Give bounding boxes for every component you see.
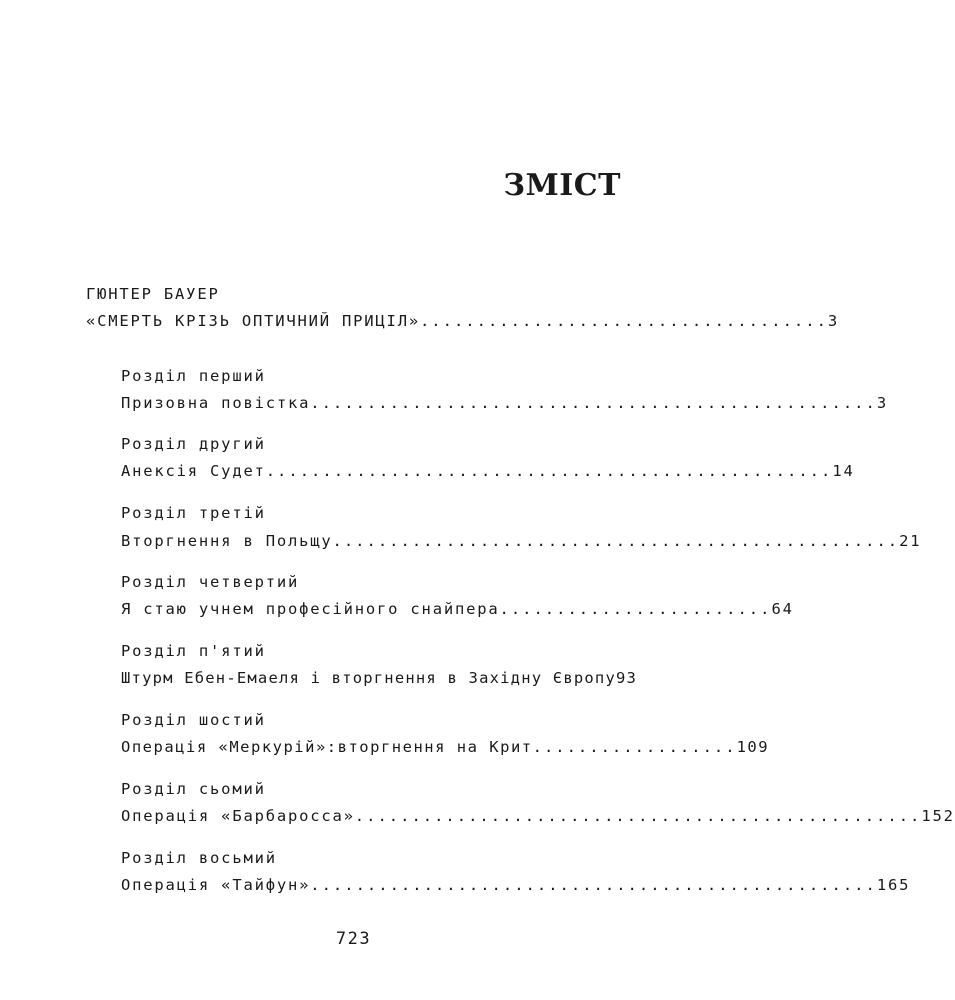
chapter-label: Розділ шостий <box>121 711 266 729</box>
leader-dots: .................................................. <box>310 394 877 412</box>
chapter-entry <box>121 737 770 757</box>
chapter-label: Розділ третій <box>121 504 266 522</box>
chapter-entry <box>121 875 911 895</box>
chapter-label: Розділ сьомий <box>121 780 266 798</box>
chapter-label: Розділ восьмий <box>121 849 277 867</box>
chapter-page-number: 109 <box>736 738 770 756</box>
chapter-title: Призовна повістка <box>121 394 311 412</box>
chapter-page-number: 3 <box>876 394 888 412</box>
page-title: ЗМІСТ <box>503 168 621 203</box>
chapter-title: Операція «Барбаросса» <box>121 807 355 825</box>
chapter-label: Розділ перший <box>121 367 266 385</box>
book-title: «СМЕРТЬ КРІЗЬ ОПТИЧНИЙ ПРИЦІЛ» <box>86 312 420 330</box>
leader-dots: ........................ <box>499 600 772 618</box>
chapter-entry <box>121 531 922 551</box>
leader-dots: .................................................. <box>310 876 877 894</box>
chapter-entry <box>121 393 888 413</box>
chapter-page-number: 152 <box>921 807 955 825</box>
chapter-label: Розділ четвертий <box>121 573 300 591</box>
book-author: ГЮНТЕР БАУЕР <box>86 285 220 303</box>
chapter-label: Розділ другий <box>121 435 266 453</box>
chapter-page-number: 21 <box>899 532 922 550</box>
chapter-page-number: 64 <box>771 600 794 618</box>
book-title-entry <box>86 311 840 331</box>
chapter-title: Операція «Меркурій»:вторгнення на Крит <box>121 738 533 756</box>
chapter-page-number: 93 <box>616 669 638 687</box>
chapter-entry <box>121 668 638 688</box>
leader-dots: .................. <box>532 738 737 756</box>
chapter-entry <box>121 461 855 481</box>
leader-dots: .................................................. <box>332 532 900 550</box>
leader-dots: .................................... <box>419 312 828 330</box>
chapter-title: Вторгнення в Польщу <box>121 532 333 550</box>
leader-dots: .................................................. <box>354 807 922 825</box>
book-page-number: 3 <box>827 312 840 330</box>
leader-dots: .................................................. <box>265 462 833 480</box>
chapter-title: Штурм Ебен-Емаеля і вторгнення в Західну Європу <box>121 669 616 687</box>
chapter-title: Операція «Тайфун» <box>121 876 311 894</box>
page-number: 723 <box>335 929 372 949</box>
chapter-page-number: 165 <box>876 876 911 894</box>
chapter-label: Розділ п'ятий <box>121 642 266 660</box>
chapter-entry <box>121 806 955 826</box>
chapter-page-number: 14 <box>832 462 855 480</box>
chapter-title: Я стаю учнем професійного снайпера <box>121 600 500 618</box>
chapter-entry <box>121 599 794 619</box>
chapter-title: Анексія Судет <box>121 462 266 480</box>
